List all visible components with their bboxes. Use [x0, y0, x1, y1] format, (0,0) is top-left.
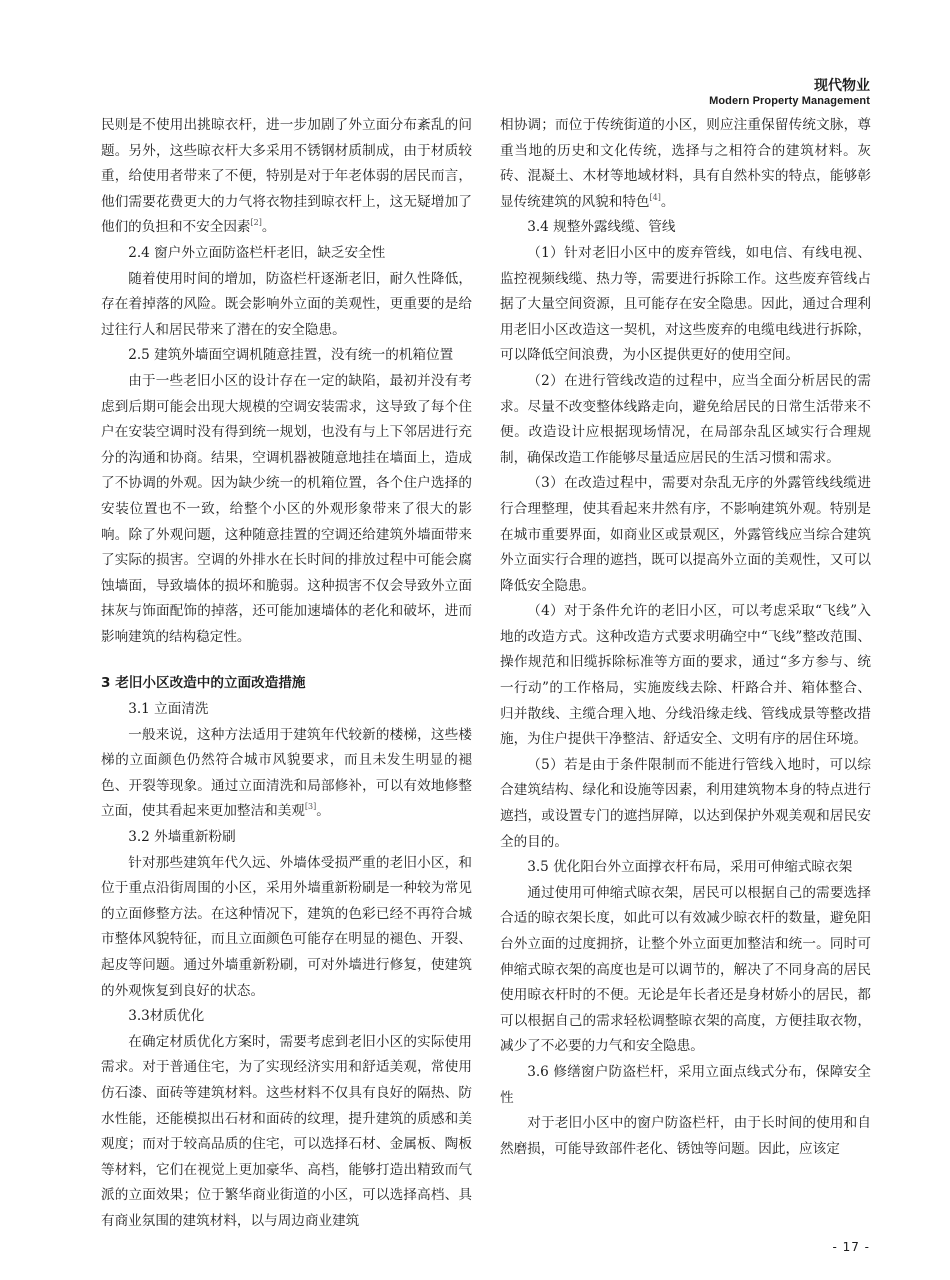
- paragraph-3-6: 对于老旧小区中的窗户防盗栏杆，由于长时间的使用和自然磨损，可能导致部件老化、锈蚀等问题。因此，应该定: [500, 1115, 871, 1157]
- paragraph-3-1: 一般来说，这种方法适用于建筑年代较新的楼梯，这些楼梯的立面颜色仍然符合城市风貌要求，而且未发生明显的褪色、开裂等现象。通过立面清洗和局部修补，可以有效地修整立面，使其看起来更加整洁和美观[3]。: [101, 726, 472, 820]
- left-column: [101, 113, 472, 1235]
- citation-ref[interactable]: [4]: [649, 192, 661, 202]
- paragraph-3-3: 在确定材质优化方案时，需要考虑到老旧小区的实际使用需求。对于普通住宅，为了实现经济实用和舒适美观，常使用仿石漆、面砖等建筑材料。这些材料不仅具有良好的隔热、防水性能，还能模拟出石材和面砖的纹理，提升建筑的质感和美观度；而对于较高品质的住宅，可以选择石材、金属板、陶板等材料，它们在视觉上更加豪华、高档，能够打造出精致而气派的立面效果；位于繁华商业街道的小区，可以选择高档、具有商业氛围的建筑材料，以与周边商业建筑: [101, 1033, 472, 1229]
- paragraph-3-4-4: （4）对于条件允许的老旧小区，可以考虑采取“飞线”入地的改造方式。这种改造方式要求明确空中“飞线”整改范围、操作规范和旧缆拆除标准等方面的要求，通过“多方参与、统一行动”的工作格局，实施废线去除、杆路合并、箱体整合、归并散线、主缆合理入地、分线沿缘走线、管线成景等整改措施，为住户提供干净整洁、舒适安全、文明有序的居住环境。: [500, 603, 871, 748]
- section-spacer: [101, 650, 472, 671]
- section-heading-3-1: 3.1 立面清洗: [128, 701, 209, 718]
- page-number: - 17 -: [832, 1240, 870, 1254]
- running-header: [709, 78, 870, 108]
- citation-ref[interactable]: [3]: [304, 802, 317, 812]
- paragraph-continued: 民则是不使用出挑晾衣杆，进一步加剧了外立面分布紊乱的问题。另外，这些晾衣杆大多采用不锈钢材质制成，由于材质较重，给使用者带来了不便，特别是对于年老体弱的居民而言，他们需要花费更大的力气将衣物挂到晾衣杆上，这无疑增加了他们的负担和不安全因素[2]。: [101, 117, 472, 236]
- section-heading-3: 3 老旧小区改造中的立面改造措施: [101, 675, 306, 692]
- citation-ref[interactable]: [2]: [250, 218, 262, 228]
- right-column: [500, 113, 871, 1162]
- journal-title-en: Modern Property Management: [709, 95, 870, 107]
- section-heading-3-4: 3.4 规整外露线缆、管线: [527, 219, 676, 236]
- paragraph-3-2: 针对那些建筑年代久远、外墙体受损严重的老旧小区，和位于重点沿街周围的小区，采用外墙重新粉刷是一种较为常见的立面修整方法。在这种情况下，建筑的色彩已经不再符合城市整体风貌特征，而且立面颜色可能存在明显的褪色、开裂、起皮等问题。通过外墙重新粉刷，可对外墙进行修复，使建筑的外观恢复到良好的状态。: [101, 854, 472, 999]
- paragraph-3-5: 通过使用可伸缩式晾衣架，居民可以根据自己的需要选择合适的晾衣架长度，如此可以有效减少晾衣杆的数量，避免阳台外立面的过度拥挤，让整个外立面更加整洁和统一。同时可伸缩式晾衣架的高度也是可以调节的，解决了不同身高的居民使用晾衣杆时的不便。无论是年长者还是身材娇小的居民，都可以根据自己的需求轻松调整晾衣架的高度，方便挂取衣物，减少了不必要的力气和安全隐患。: [500, 884, 871, 1055]
- section-heading-3-2: 3.2 外墙重新粉刷: [128, 829, 236, 846]
- paragraph-2-4: 随着使用时间的增加，防盗栏杆逐渐老旧，耐久性降低，存在着掉落的风险。既会影响外立面的美观性，更重要的是给过往行人和居民带来了潜在的安全隐患。: [101, 270, 472, 338]
- section-heading-3-6: 3.6 修缮窗户防盗栏杆，采用立面点线式分布，保障安全性: [500, 1063, 871, 1106]
- paragraph-3-4-3: （3）在改造过程中，需要对杂乱无序的外露管线线缆进行合理整理，使其看起来井然有序，不影响建筑外观。特别是在城市重要界面，如商业区或景观区，外露管线应当综合建筑外立面实行合理的遮挡，既可以提高外立面的美观性，又可以降低安全隐患。: [500, 475, 871, 594]
- paragraph-3-4-5: （5）若是由于条件限制而不能进行管线入地时，可以综合建筑结构、绿化和设施等因素，利用建筑物本身的特点进行遮挡，或设置专门的遮挡屏障，以达到保护外观美观和居民安全的目的。: [500, 756, 871, 850]
- section-heading-3-3: 3.3材质优化: [128, 1008, 205, 1025]
- paragraph-continued: 相协调；而位于传统街道的小区，则应注重保留传统文脉，尊重当地的历史和文化传统，选择与之相符合的建筑材料。灰砖、混凝土、木材等地域材料，具有自然朴实的特点，能够彰显传统建筑的风貌和特色[4]。: [500, 117, 871, 210]
- paragraph-3-4-2: （2）在进行管线改造的过程中，应当全面分析居民的需求。尽量不改变整体线路走向，避免给居民的日常生活带来不便。改造设计应根据现场情况，在局部杂乱区域实行合理规制，确保改造工作能够尽量适应居民的生活习惯和需求。: [500, 372, 871, 466]
- journal-title-cn: 现代物业: [814, 78, 870, 94]
- section-heading-2-4: 2.4 窗户外立面防盗栏杆老旧，缺乏安全性: [128, 244, 386, 261]
- section-heading-2-5: 2.5 建筑外墙面空调机随意挂置，没有统一的机箱位置: [128, 347, 454, 364]
- paragraph-3-4-1: （1）针对老旧小区中的废弃管线，如电信、有线电视、监控视频线缆、热力等，需要进行拆除工作。这些废弃管线占据了大量空间资源，且可能存在安全隐患。因此，通过合理利用老旧小区改造这一契机，对这些废弃的电缆电线进行拆除，可以降低空间浪费，为小区提供更好的使用空间。: [500, 244, 871, 364]
- section-heading-3-5: 3.5 优化阳台外立面撑衣杆布局，采用可伸缩式晾衣架: [527, 859, 853, 876]
- paragraph-2-5: 由于一些老旧小区的设计存在一定的缺陷，最初并没有考虑到后期可能会出现大规模的空调安装需求，这导致了每个住户在安装空调时没有得到统一规划，也没有与上下邻居进行充分的沟通和协商。结果，空调机器被随意地挂在墙面上，造成了不协调的外观。因为缺少统一的机箱位置，各个住户选择的安装位置也不一致，给整个小区的外观形象带来了很大的影响。除了外观问题，这种随意挂置的空调还给建筑外墙面带来了实际的损害。空调的外排水在长时间的排放过程中可能会腐蚀墙面，导致墙体的损坏和脆弱。这种损害不仅会导致外立面抹灰与饰面配饰的掉落，还可能加速墙体的老化和破坏，进而影响建筑的结构稳定性。: [101, 372, 472, 645]
